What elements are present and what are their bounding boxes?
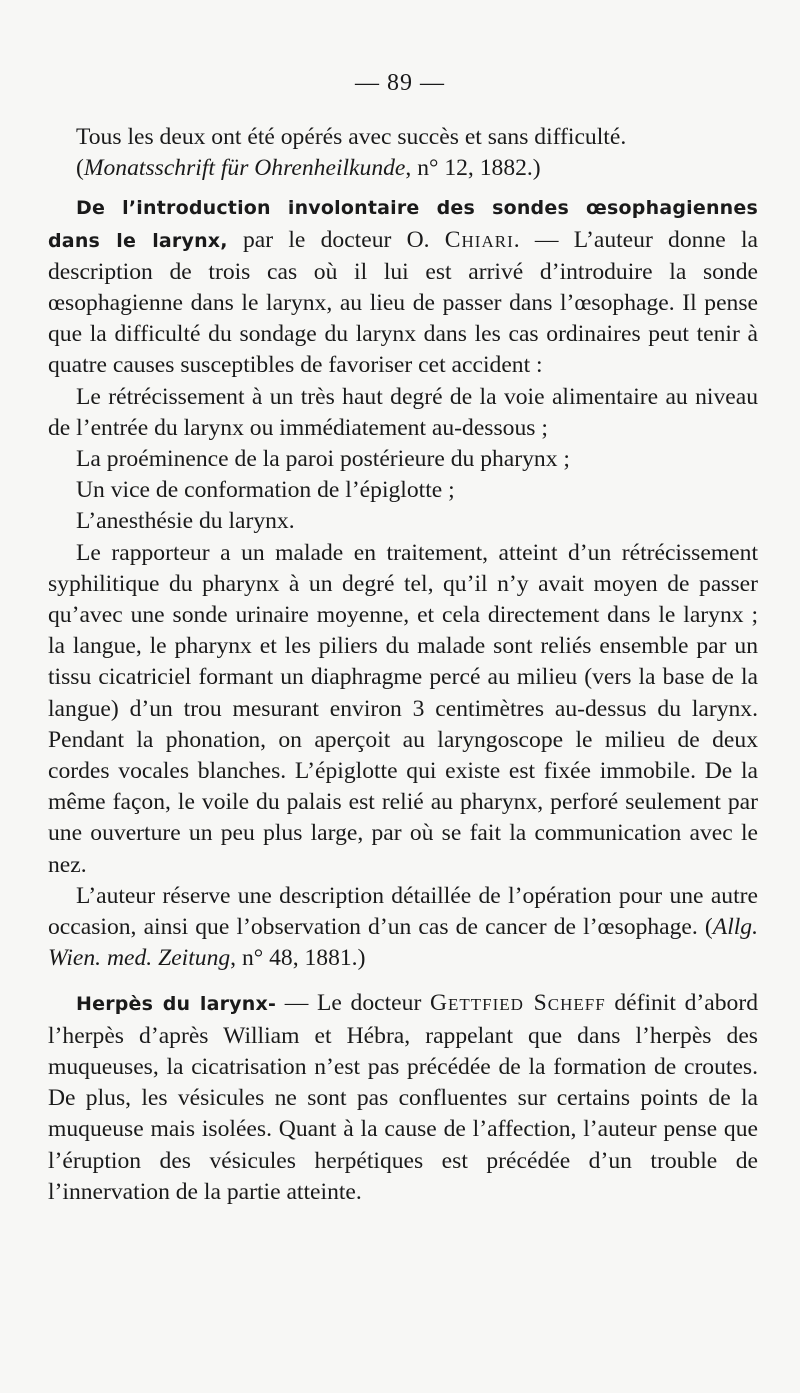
closing-rest: , n° 48, 1881.)	[230, 945, 366, 972]
cause-item: Un vice de conformation de l’épiglotte ;	[76, 477, 455, 504]
article-herpes-body: définit d’abord l’herpès d’après William et Hébra, rappelant que dans l’herpès des muqueuses, la cicatrisation n’est pas précédée de la formation de croutes. De plus, les vésicules ne sont pas confluentes sur certains points de la muqueuse mais isolées. Quant à la cause de l’affection, l’auteur pense que l’éruption des vésicules herpétiques est précédée d’un trouble de l’innervation de la partie atteinte.	[48, 990, 758, 1205]
closing-paragraph	[48, 881, 758, 975]
article-intubation-author: Chiari	[444, 226, 514, 253]
page-body	[48, 122, 758, 1208]
article-intubation-body: . — L’auteur donne la description de trois cas où il lui est arrivé d’introduire la sonde œsophagienne dans le larynx, au lieu de passer dans l’œsophage. Il pense que la difficulté du sondage du larynx dans les cas ordinaires peut tenir à quatre causes susceptibles de favoriser cet accident :	[48, 226, 758, 379]
intro-text: Tous les deux ont été opérés avec succès et sans difficulté.	[76, 124, 627, 150]
citation-rest: , n° 12, 1882.)	[405, 155, 541, 182]
article-intubation-title: De l’introduction involontaire des sondes œsophagiennes dans le larynx,	[48, 197, 758, 252]
cause-item: L’anesthésie du larynx.	[76, 508, 295, 535]
article-herpes-author: Gettfied Scheff	[429, 990, 606, 1017]
article-intubation-paragraph	[48, 192, 758, 381]
cause-item: Le rétrécissement à un très haut degré de la voie alimentaire au niveau de l’entrée du larynx ou immédiatement au-dessous ;	[48, 383, 758, 441]
article-herpes-author-prefix: — Le docteur	[276, 990, 430, 1017]
article-herpes-title: Herpès du larynx-	[76, 993, 277, 1016]
article-herpes-paragraph	[48, 988, 758, 1207]
cause-item: La proéminence de la paroi postérieure du pharynx ;	[76, 446, 570, 473]
intro-paragraph	[48, 122, 758, 184]
page-number: — 89 —	[355, 70, 445, 96]
closing-journal: Allg. Wien. med. Zeitung	[48, 914, 758, 972]
article-intubation-author-prefix: par le docteur O.	[227, 226, 445, 253]
intro-citation	[48, 153, 758, 184]
case-paragraph: Le rapporteur a un malade en traitement, atteint d’un rétrécissement syphilitique du pharynx à un degré tel, qu’il n’y avait moyen de passer qu’avec une sonde urinaire moyenne, et cela directement dans le larynx ; la langue, le pharynx et les piliers du malade sont reliés ensemble par un tissu cicatriciel formant un diaphragme percé au milieu (vers la base de la langue) d’un trou mesurant environ 3 centimètres au-dessus du larynx. Pendant la phonation, on aperçoit au laryngoscope le milieu de deux cordes vocales blanches. L’épiglotte qui existe est fixée immobile. De la même façon, le voile du palais est relié au pharynx, perforé seulement par une ouverture un peu plus large, par où se fait la communication avec le nez.	[48, 539, 758, 878]
citation-journal: Monatsschrift für Ohrenheilkunde	[83, 155, 406, 182]
citation-open: (	[76, 155, 84, 182]
closing-text: L’auteur réserve une description détaillée de l’opération pour une autre occasion, ainsi que l’observation d’un cas de cancer de l’œsophage. (	[48, 882, 758, 941]
